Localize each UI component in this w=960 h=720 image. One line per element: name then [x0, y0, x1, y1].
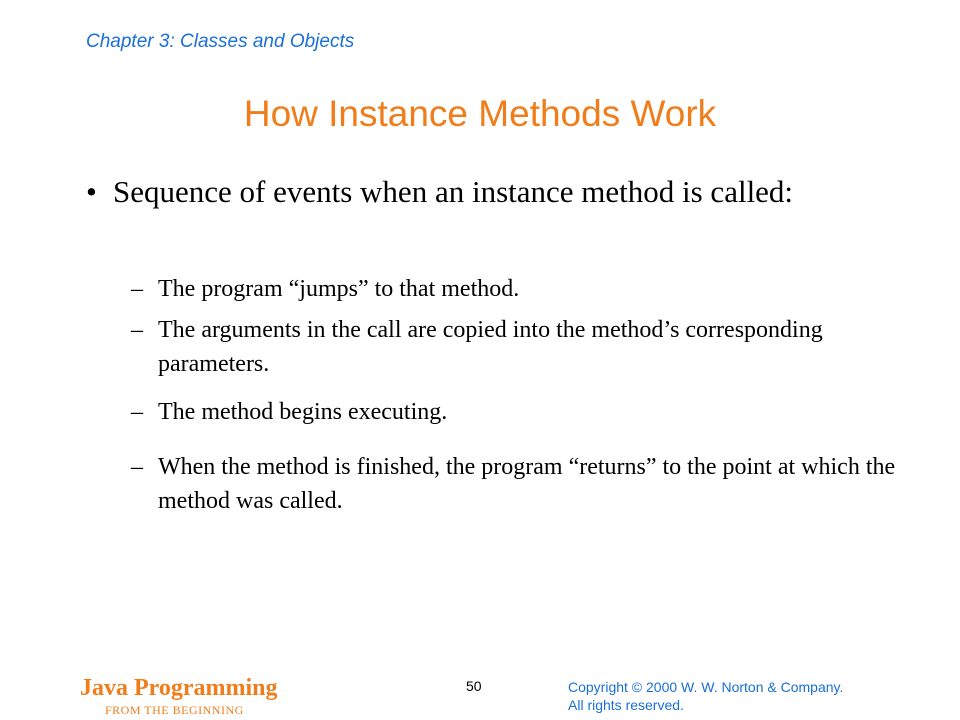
- sub-item-text: The program “jumps” to that method.: [158, 276, 520, 302]
- sub-item-text: When the method is finished, the program “returns” to the point at which the method was called.: [158, 454, 896, 514]
- page-number: 50: [466, 678, 482, 694]
- main-bullet: [86, 170, 893, 214]
- sub-item: [131, 395, 898, 429]
- sub-item-text: The method begins executing.: [158, 399, 448, 425]
- brand-subtitle: FROM THE BEGINNING: [105, 703, 244, 717]
- dash-marker: –: [131, 276, 143, 302]
- copyright-notice: [568, 678, 843, 714]
- dash-marker: –: [131, 454, 143, 480]
- dash-marker: –: [131, 317, 143, 343]
- sub-item: [131, 313, 898, 381]
- sub-item: [131, 450, 898, 518]
- chapter-label: Chapter 3: Classes and Objects: [86, 31, 355, 52]
- dash-marker: –: [131, 399, 143, 425]
- sub-item-text: The arguments in the call are copied into the method’s corresponding parameters.: [158, 317, 823, 377]
- bullet-marker: •: [86, 174, 97, 209]
- slide-title: How Instance Methods Work: [243, 93, 717, 134]
- main-bullet-text: Sequence of events when an instance method is called:: [113, 174, 794, 209]
- copyright-line: Copyright © 2000 W. W. Norton & Company.: [568, 679, 844, 695]
- brand-title: Java Programming: [80, 675, 278, 701]
- sub-item: [131, 272, 898, 306]
- footer-logo: [80, 674, 310, 717]
- copyright-line: All rights reserved.: [568, 697, 684, 713]
